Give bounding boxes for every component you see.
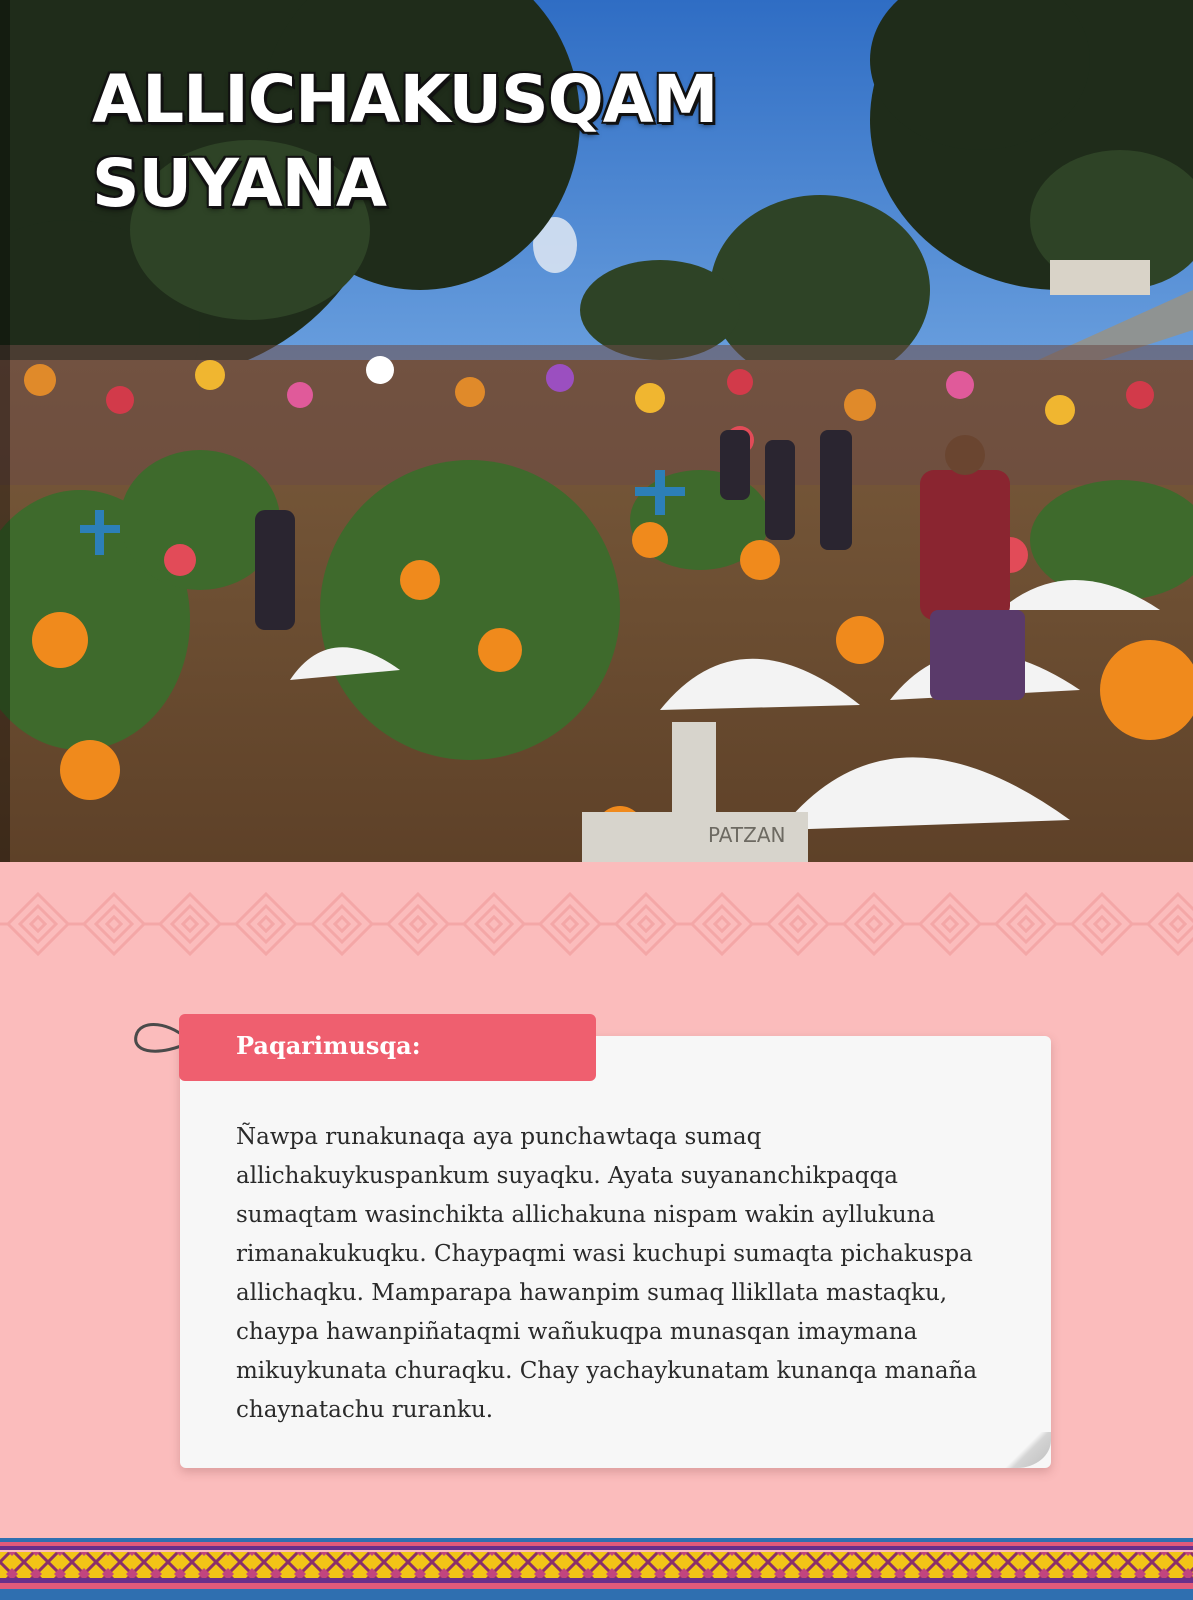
note-line: mikuykunata churaqku. Chay yachaykunatam kunanqa manaña [236,1358,978,1384]
note-line: allichaqku. Mamparapa hawanpim sumaq llikllata mastaqku, [236,1280,948,1306]
note-label-tab [179,1014,596,1081]
note-label: Paqarimusqa: [236,1031,421,1060]
diamond-pattern-band [0,862,1193,982]
note-line: chaypa hawanpiñataqmi wañukuqpa munasqan imaymana [236,1319,918,1345]
woven-footer-band [0,1538,1193,1600]
title-line-1: ALLICHAKUSQAM [92,61,718,138]
note-line: allichakuykuspankum suyaqku. Ayata suyananchikpaqqa [236,1163,898,1189]
note-line: chaynatachu ruranku. [236,1397,494,1423]
cross-inscription: PATZAN [708,823,786,847]
title-line-2: SUYANA [92,145,386,222]
page-curl-decoration [1003,1432,1051,1468]
note-line: Ñawpa runakunaqa aya punchawtaqa sumaq [236,1124,762,1150]
note-line: sumaqtam wasinchikta allichakuna nispam wakin ayllukuna [236,1202,936,1228]
note-body [236,1118,1016,1430]
page-title [92,58,717,226]
note-line: rimanakukuqku. Chaypaqmi wasi kuchupi sumaqta pichakuspa [236,1241,973,1267]
